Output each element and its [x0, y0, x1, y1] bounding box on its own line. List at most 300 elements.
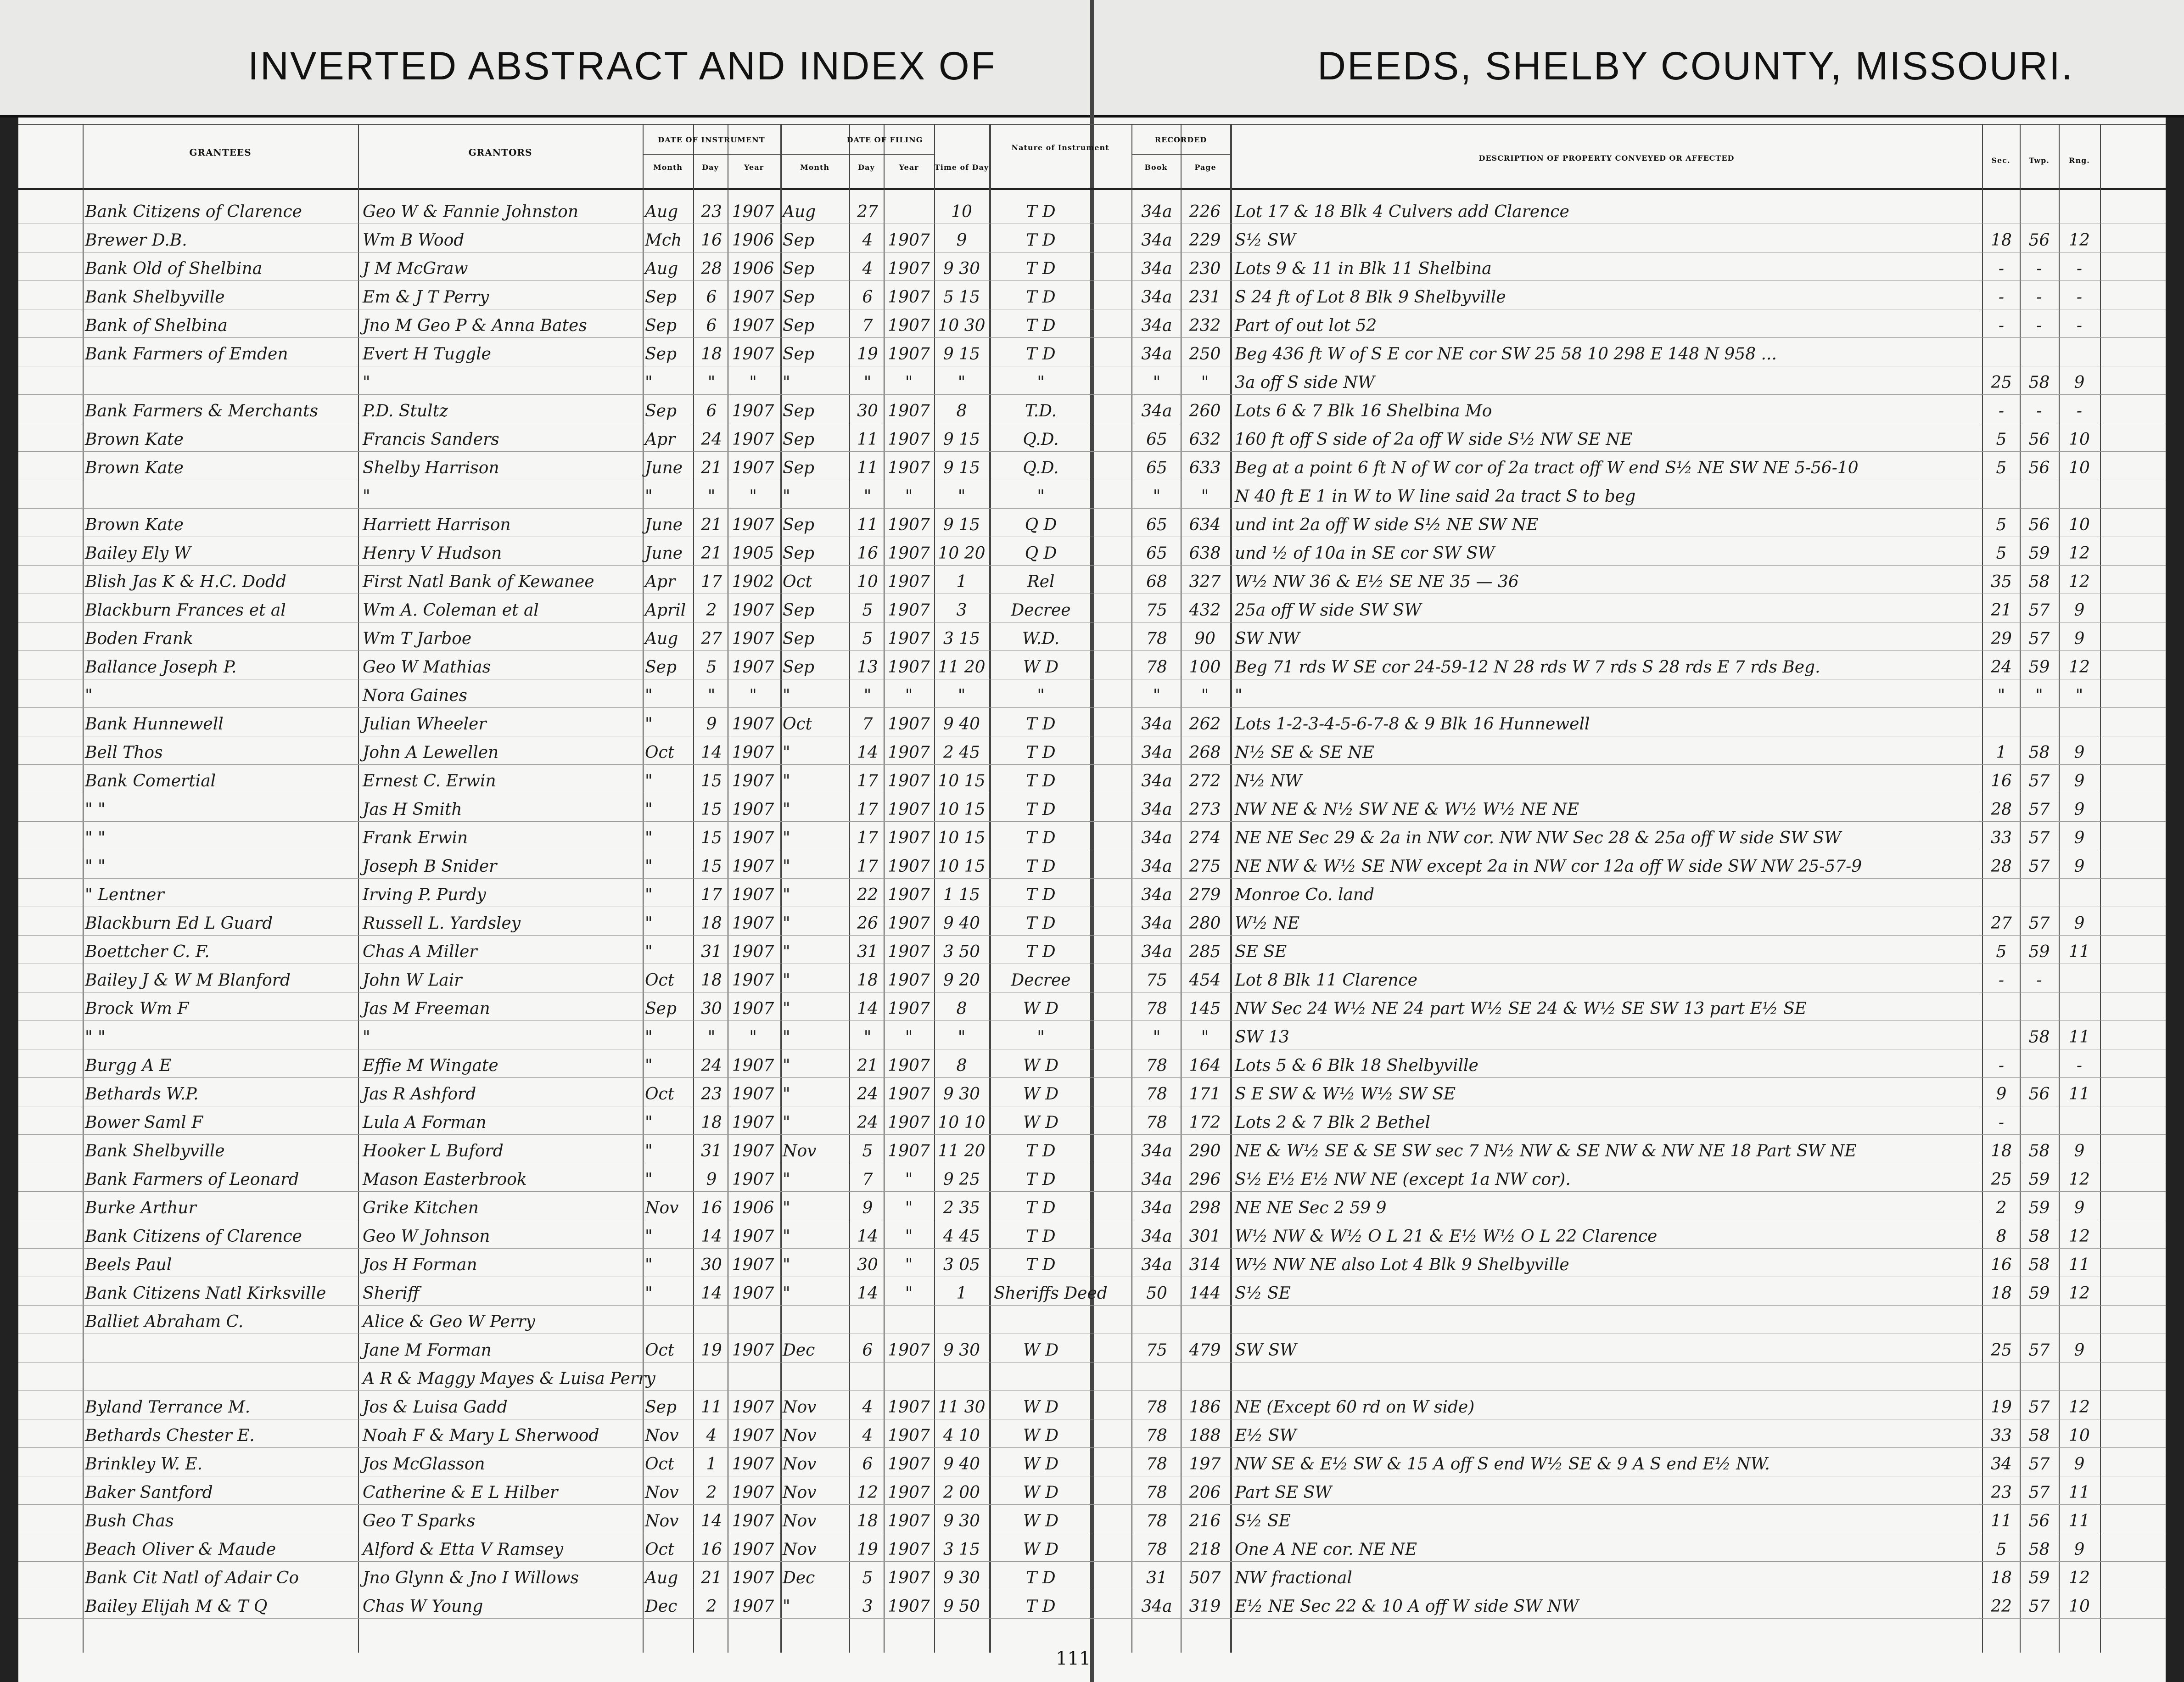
instrument-day-cell: 14: [701, 1227, 722, 1246]
page-cell: 634: [1189, 516, 1221, 534]
filing-month-cell: Nov: [783, 1483, 817, 1502]
instrument-day-cell: 14: [701, 1284, 722, 1303]
ledger-row: [0, 1281, 2184, 1304]
ledger-row: [0, 1025, 2184, 1048]
book-cell: 78: [1146, 1483, 1167, 1502]
grantee-cell: Brown Kate: [85, 430, 184, 449]
description-cell: ": [1235, 686, 1243, 705]
nature-cell: ": [1037, 1028, 1045, 1047]
township-cell: -: [2036, 971, 2042, 990]
filing-month-cell: Dec: [783, 1341, 815, 1360]
row-rule: [18, 1390, 2166, 1391]
section-cell: 5: [1996, 430, 2007, 449]
ledger-row: [0, 854, 2184, 877]
grantee-cell: [85, 1340, 356, 1361]
range-cell: 10: [2069, 1426, 2090, 1445]
nature-cell: T D: [1026, 886, 1056, 904]
book-cell: 34a: [1141, 743, 1172, 762]
nature-cell: Decree: [1011, 971, 1071, 990]
description-cell: und int 2a off W side S½ NE SW NE: [1235, 516, 1539, 534]
filing-time-cell: ": [958, 1028, 966, 1047]
grantor-cell: Lula A Forman: [363, 1113, 487, 1132]
description-cell: Beg at a point 6 ft N of W cor of 2a tract off W end S½ NE SW NE 5-56-10: [1235, 459, 1859, 477]
filing-time-cell: [936, 1368, 987, 1390]
township-cell: [2022, 344, 2056, 365]
instrument-year-cell: 1907: [732, 1512, 774, 1531]
filing-year-cell: ": [905, 373, 913, 392]
nature-cell: W D: [1023, 1540, 1059, 1559]
filing-time-cell: 9 15: [943, 459, 980, 477]
ledger-row: [0, 513, 2184, 536]
ledger-row: [0, 484, 2184, 507]
book-cell: 78: [1146, 1455, 1167, 1474]
grantee-cell: Bank Cit Natl of Adair Co: [85, 1569, 299, 1587]
description-cell: N 40 ft E 1 in W to W line said 2a tract S to beg: [1235, 487, 1636, 506]
township-cell: 57: [2028, 829, 2050, 847]
grantor-cell: ": [363, 487, 370, 506]
filing-time-cell: 2 45: [943, 743, 980, 762]
section-cell: 5: [1996, 942, 2007, 961]
filing-year-cell: 1907: [888, 1455, 930, 1474]
filing-month-cell: [783, 1312, 847, 1333]
section-cell: 5: [1996, 516, 2007, 534]
description-cell: NW SE & E½ SW & 15 A off S end W½ SE & 9 A S end E½ NW.: [1235, 1455, 1770, 1474]
nature-cell: W D: [1023, 1113, 1059, 1132]
instrument-day-cell: 21: [701, 459, 722, 477]
ledger-row: [0, 826, 2184, 849]
instrument-day-cell: 23: [701, 202, 722, 221]
grantee-cell: Bank Comertial: [85, 772, 216, 791]
range-cell: [2061, 1112, 2098, 1133]
filing-day-cell: 21: [857, 1056, 878, 1075]
row-rule: [18, 451, 2166, 452]
instrument-day-cell: ": [707, 373, 716, 392]
row-rule: [18, 1020, 2166, 1021]
filing-time-cell: 9 50: [943, 1597, 980, 1616]
grantor-cell: A R & Maggy Mayes & Luisa Perry: [363, 1369, 655, 1388]
filing-time-cell: ": [958, 686, 966, 705]
instrument-month-cell: Dec: [645, 1597, 678, 1616]
ledger-row: [0, 598, 2184, 621]
description-cell: SW SW: [1235, 1341, 1297, 1360]
description-cell: NE (Except 60 rd on W side): [1235, 1398, 1475, 1417]
row-rule: [18, 394, 2166, 395]
instrument-month-cell: Sep: [645, 402, 677, 420]
township-cell: 57: [2028, 1597, 2050, 1616]
township-cell: [2022, 998, 2056, 1020]
instrument-day-cell: 18: [701, 1113, 722, 1132]
filing-month-cell: ": [783, 942, 790, 961]
grantor-cell: Julian Wheeler: [363, 715, 487, 734]
instrument-day-cell: 2: [706, 1597, 717, 1616]
book-cell: 34a: [1141, 1256, 1172, 1274]
grantor-cell: First Natl Bank of Kewanee: [363, 572, 594, 591]
range-cell: 9: [2074, 629, 2085, 648]
township-cell: 57: [2028, 1341, 2050, 1360]
col-head-file-year: Year: [899, 163, 919, 172]
book-cell: 78: [1146, 629, 1167, 648]
instrument-month-cell: Mch: [645, 231, 682, 250]
township-cell: 58: [2028, 1256, 2050, 1274]
instrument-month-cell: Sep: [645, 658, 677, 677]
township-cell: 57: [2028, 772, 2050, 791]
section-cell: 9: [1996, 1085, 2007, 1104]
instrument-year-cell: 1907: [732, 1597, 774, 1616]
range-cell: 11: [2069, 942, 2090, 961]
instrument-month-cell: June: [645, 459, 683, 477]
filing-time-cell: 11 20: [938, 1142, 986, 1161]
right-page-title: DEEDS, SHELBY COUNTY, MISSOURI.: [1317, 44, 2074, 88]
book-cell: 65: [1146, 516, 1167, 534]
filing-time-cell: 10 10: [938, 1113, 986, 1132]
grantee-cell: Bank Farmers & Merchants: [85, 402, 318, 420]
ledger-row: [0, 883, 2184, 906]
page-cell: 171: [1189, 1085, 1221, 1104]
description-cell: S½ SE: [1235, 1284, 1291, 1303]
instrument-month-cell: Nov: [645, 1512, 679, 1531]
instrument-day-cell: 15: [701, 857, 722, 876]
instrument-year-cell: 1905: [732, 544, 774, 563]
ledger-row: [0, 1338, 2184, 1361]
grantor-cell: Geo W & Fannie Johnston: [363, 202, 579, 221]
grantee-cell: [85, 486, 356, 507]
book-cell: 34a: [1141, 345, 1172, 364]
filing-time-cell: 10 30: [938, 316, 986, 335]
filing-time-cell: 9 15: [943, 516, 980, 534]
book-cell: 65: [1146, 459, 1167, 477]
filing-day-cell: 4: [862, 259, 873, 278]
page-cell: 633: [1189, 459, 1221, 477]
township-cell: [2022, 1112, 2056, 1133]
township-cell: 59: [2028, 544, 2050, 563]
instrument-year-cell: 1907: [732, 1483, 774, 1502]
filing-year-cell: ": [905, 1284, 913, 1303]
ledger-row: [0, 1509, 2184, 1532]
col-head-time-of-day: Time of Day: [934, 163, 989, 172]
page-cell: 197: [1189, 1455, 1221, 1474]
description-cell: SW NW: [1235, 629, 1300, 648]
nature-cell: T D: [1026, 259, 1056, 278]
filing-year-cell: 1907: [888, 829, 930, 847]
book-cell: 68: [1146, 572, 1167, 591]
instrument-year-cell: 1907: [732, 1227, 774, 1246]
range-cell: 12: [2069, 1227, 2090, 1246]
ledger-row: [0, 684, 2184, 706]
ledger-row: [0, 797, 2184, 820]
filing-month-cell: ": [783, 1085, 790, 1104]
grantee-cell: Boden Frank: [85, 629, 193, 648]
ledger-row: [0, 427, 2184, 450]
filing-time-cell: 2 35: [943, 1199, 980, 1217]
range-cell: [2061, 714, 2098, 735]
grantee-cell: Blackburn Frances et al: [85, 601, 286, 620]
nature-cell: Decree: [1011, 601, 1071, 620]
filing-year-cell: 1907: [888, 259, 930, 278]
range-cell: 9: [2074, 1540, 2085, 1559]
filing-year-cell: 1907: [888, 715, 930, 734]
nature-cell: W D: [1023, 1056, 1059, 1075]
instrument-month-cell: Apr: [645, 572, 676, 591]
date-group-rule: [643, 154, 934, 155]
grantee-cell: Bank Hunnewell: [85, 715, 224, 734]
page-cell: 164: [1189, 1056, 1221, 1075]
instrument-month-cell: Sep: [645, 288, 677, 307]
nature-cell: T D: [1026, 1142, 1056, 1161]
grantor-cell: Jane M Forman: [363, 1341, 492, 1360]
grantor-cell: Effie M Wingate: [363, 1056, 498, 1075]
township-cell: -: [2036, 316, 2042, 335]
nature-cell: W D: [1023, 999, 1059, 1018]
instrument-year-cell: 1907: [732, 202, 774, 221]
nature-cell: T D: [1026, 231, 1056, 250]
grantee-cell: Beels Paul: [85, 1256, 172, 1274]
grantee-cell: " ": [85, 829, 106, 847]
description-cell: NE NW & W½ SE NW except 2a in NW cor 12a off W side SW NW 25-57-9: [1235, 857, 1862, 876]
filing-month-cell: ": [783, 857, 790, 876]
ledger-row: [0, 228, 2184, 251]
filing-day-cell: 18: [857, 1512, 878, 1531]
grantee-cell: Beach Oliver & Maude: [85, 1540, 276, 1559]
book-cell: [1134, 1368, 1180, 1390]
section-cell: 33: [1991, 1426, 2012, 1445]
instrument-month-cell: Nov: [645, 1199, 679, 1217]
township-cell: [2022, 1368, 2056, 1390]
filing-year-cell: 1907: [888, 886, 930, 904]
section-cell: [1985, 486, 2017, 507]
township-cell: -: [2036, 288, 2042, 307]
township-cell: 56: [2028, 459, 2050, 477]
nature-cell: W D: [1023, 1483, 1059, 1502]
filing-year-cell: 1907: [888, 1483, 930, 1502]
filing-day-cell: ": [863, 1028, 872, 1047]
col-head-page: Page: [1194, 163, 1216, 172]
page-cell: 216: [1189, 1512, 1221, 1531]
filing-day-cell: 5: [862, 629, 873, 648]
grantor-cell: Jas H Smith: [363, 800, 462, 819]
instrument-year-cell: 1907: [732, 1256, 774, 1274]
page-cell: 230: [1189, 259, 1221, 278]
grantee-cell: Bethards Chester E.: [85, 1426, 255, 1445]
grantor-cell: Geo W Mathias: [363, 658, 491, 677]
grantee-cell: Balliet Abraham C.: [85, 1312, 244, 1331]
township-cell: [2022, 885, 2056, 906]
book-cell: 31: [1146, 1569, 1167, 1587]
filing-day-cell: 14: [857, 743, 878, 762]
ledger-row: [0, 1310, 2184, 1333]
instrument-year-cell: 1907: [732, 715, 774, 734]
township-cell: [2022, 486, 2056, 507]
township-cell: [2022, 1055, 2056, 1076]
filing-day-cell: 11: [857, 459, 878, 477]
filing-time-cell: 9 20: [943, 971, 980, 990]
grantee-cell: Ballance Joseph P.: [85, 658, 237, 677]
range-cell: 11: [2069, 1483, 2090, 1502]
book-cell: 34a: [1141, 1597, 1172, 1616]
grantee-cell: " ": [85, 1028, 106, 1047]
nature-cell: W D: [1023, 1455, 1059, 1474]
grantee-cell: Boettcher C. F.: [85, 942, 210, 961]
nature-cell: W D: [1023, 1341, 1059, 1360]
grantor-cell: Geo W Johnson: [363, 1227, 490, 1246]
section-cell: [1985, 1027, 2017, 1048]
book-cell: 34a: [1141, 316, 1172, 335]
ledger-row: [0, 399, 2184, 422]
filing-month-cell: ": [783, 772, 790, 791]
grantor-cell: Henry V Hudson: [363, 544, 502, 563]
nature-cell: W D: [1023, 658, 1059, 677]
ledger-row: [0, 1224, 2184, 1247]
filing-year-cell: 1907: [888, 345, 930, 364]
page-cell: 290: [1189, 1142, 1221, 1161]
filing-day-cell: 5: [862, 601, 873, 620]
book-cell: 34a: [1141, 1199, 1172, 1217]
filing-time-cell: 10 15: [938, 772, 986, 791]
instrument-year-cell: 1907: [732, 316, 774, 335]
instrument-year-cell: 1907: [732, 430, 774, 449]
description-cell: Lots 9 & 11 in Blk 11 Shelbina: [1235, 259, 1492, 278]
filing-day-cell: 18: [857, 971, 878, 990]
ledger-row: [0, 712, 2184, 735]
filing-time-cell: 8: [956, 1056, 967, 1075]
nature-cell: Q.D.: [1023, 430, 1059, 449]
book-cell: [1134, 1312, 1180, 1333]
range-cell: 12: [2069, 544, 2090, 563]
description-cell: E½ NE Sec 22 & 10 A off W side SW NW: [1235, 1597, 1579, 1616]
instrument-day-cell: 30: [701, 1256, 722, 1274]
filing-day-cell: 7: [862, 1170, 873, 1189]
range-cell: 11: [2069, 1256, 2090, 1274]
book-cell: 78: [1146, 658, 1167, 677]
instrument-year-cell: 1907: [732, 886, 774, 904]
filing-month-cell: Sep: [783, 544, 815, 563]
instrument-day-cell: 1: [706, 1455, 717, 1474]
grantee-cell: Brewer D.B.: [85, 231, 187, 250]
grantor-cell: Wm B Wood: [363, 231, 465, 250]
row-rule: [18, 650, 2166, 651]
township-cell: 57: [2028, 1455, 2050, 1474]
page-cell: 90: [1194, 629, 1215, 648]
filing-time-cell: 10 20: [938, 544, 986, 563]
book-cell: ": [1153, 373, 1161, 392]
grantor-cell: Jos H Forman: [363, 1256, 477, 1274]
range-cell: -: [2076, 316, 2083, 335]
row-rule: [18, 508, 2166, 509]
filing-time-cell: 11 20: [938, 658, 986, 677]
ledger-row: [0, 570, 2184, 593]
grantor-cell: Catherine & E L Hilber: [363, 1483, 558, 1502]
grantee-cell: Burke Arthur: [85, 1199, 196, 1217]
instrument-month-cell: Sep: [645, 316, 677, 335]
filing-year-cell: ": [905, 1227, 913, 1246]
ledger-row: [0, 1537, 2184, 1560]
instrument-day-cell: 19: [701, 1341, 722, 1360]
filing-day-cell: 17: [857, 772, 878, 791]
col-head-sec: Sec.: [1991, 156, 2010, 165]
section-cell: -: [1998, 288, 2005, 307]
instrument-day-cell: ": [707, 686, 716, 705]
grantor-cell: John A Lewellen: [363, 743, 499, 762]
section-cell: [1985, 344, 2017, 365]
range-cell: 10: [2069, 430, 2090, 449]
instrument-month-cell: ": [645, 1256, 653, 1274]
township-cell: -: [2036, 259, 2042, 278]
filing-time-cell: 1 15: [943, 886, 980, 904]
ledger-row: [0, 740, 2184, 763]
filing-month-cell: ": [783, 1256, 790, 1274]
col-head-grantees: GRANTEES: [189, 147, 252, 158]
section-cell: 16: [1991, 772, 2012, 791]
grantee-cell: Bank Shelbyville: [85, 288, 225, 307]
filing-day-cell: [851, 1368, 884, 1390]
description-cell: Part SE SW: [1235, 1483, 1332, 1502]
page-cell: ": [1201, 373, 1209, 392]
filing-month-cell: ": [783, 886, 790, 904]
instrument-year-cell: 1907: [732, 288, 774, 307]
filing-month-cell: Nov: [783, 1142, 817, 1161]
township-cell: [2022, 714, 2056, 735]
instrument-year-cell: 1907: [732, 1455, 774, 1474]
nature-cell: T D: [1026, 1597, 1056, 1616]
section-cell: 23: [1991, 1483, 2012, 1502]
section-cell: [1985, 1368, 2017, 1390]
nature-cell: T D: [1026, 914, 1056, 933]
filing-day-cell: 4: [862, 231, 873, 250]
grantee-cell: Bank Citizens Natl Kirksville: [85, 1284, 326, 1303]
col-head-file-month: Month: [800, 163, 830, 172]
instrument-day-cell: 15: [701, 772, 722, 791]
grantee-cell: Brown Kate: [85, 459, 184, 477]
book-cell: 34a: [1141, 259, 1172, 278]
range-cell: -: [2076, 1056, 2083, 1075]
grantee-cell: Bank of Shelbina: [85, 316, 228, 335]
filing-day-cell: 22: [857, 886, 878, 904]
book-cell: 65: [1146, 544, 1167, 563]
instrument-month-cell: [645, 1368, 691, 1390]
book-cell: 75: [1146, 601, 1167, 620]
instrument-month-cell: ": [645, 942, 653, 961]
grantee-cell: [85, 372, 356, 393]
description-cell: Part of out lot 52: [1235, 316, 1377, 335]
township-cell: ": [2035, 686, 2043, 705]
filing-day-cell: 16: [857, 544, 878, 563]
grantee-cell: Blish Jas K & H.C. Dodd: [85, 572, 286, 591]
nature-cell: T D: [1026, 857, 1056, 876]
instrument-day-cell: 18: [701, 914, 722, 933]
filing-time-cell: 9 30: [943, 259, 980, 278]
ledger-row: [0, 627, 2184, 650]
book-cell: 34a: [1141, 202, 1172, 221]
description-cell: Beg 436 ft W of S E cor NE cor SW 25 58 10 298 E 148 N 958 ...: [1235, 345, 1777, 364]
filing-month-cell: ": [783, 1056, 790, 1075]
range-cell: 9: [2074, 1341, 2085, 1360]
description-cell: W½ NW NE also Lot 4 Blk 9 Shelbyville: [1235, 1256, 1569, 1274]
instrument-year-cell: 1906: [732, 231, 774, 250]
filing-year-cell: 1907: [888, 942, 930, 961]
grantor-cell: J M McGraw: [363, 259, 468, 278]
filing-time-cell: 4 10: [943, 1426, 980, 1445]
filing-year-cell: ": [905, 1028, 913, 1047]
filing-day-cell: 26: [857, 914, 878, 933]
ledger-row: [0, 1139, 2184, 1162]
range-cell: 12: [2069, 658, 2090, 677]
book-cell: 34a: [1141, 1142, 1172, 1161]
filing-year-cell: ": [905, 487, 913, 506]
filing-month-cell: Sep: [783, 259, 815, 278]
instrument-year-cell: 1907: [732, 1341, 774, 1360]
instrument-month-cell: ": [645, 886, 653, 904]
instrument-month-cell: ": [645, 373, 653, 392]
section-cell: 25: [1991, 1170, 2012, 1189]
